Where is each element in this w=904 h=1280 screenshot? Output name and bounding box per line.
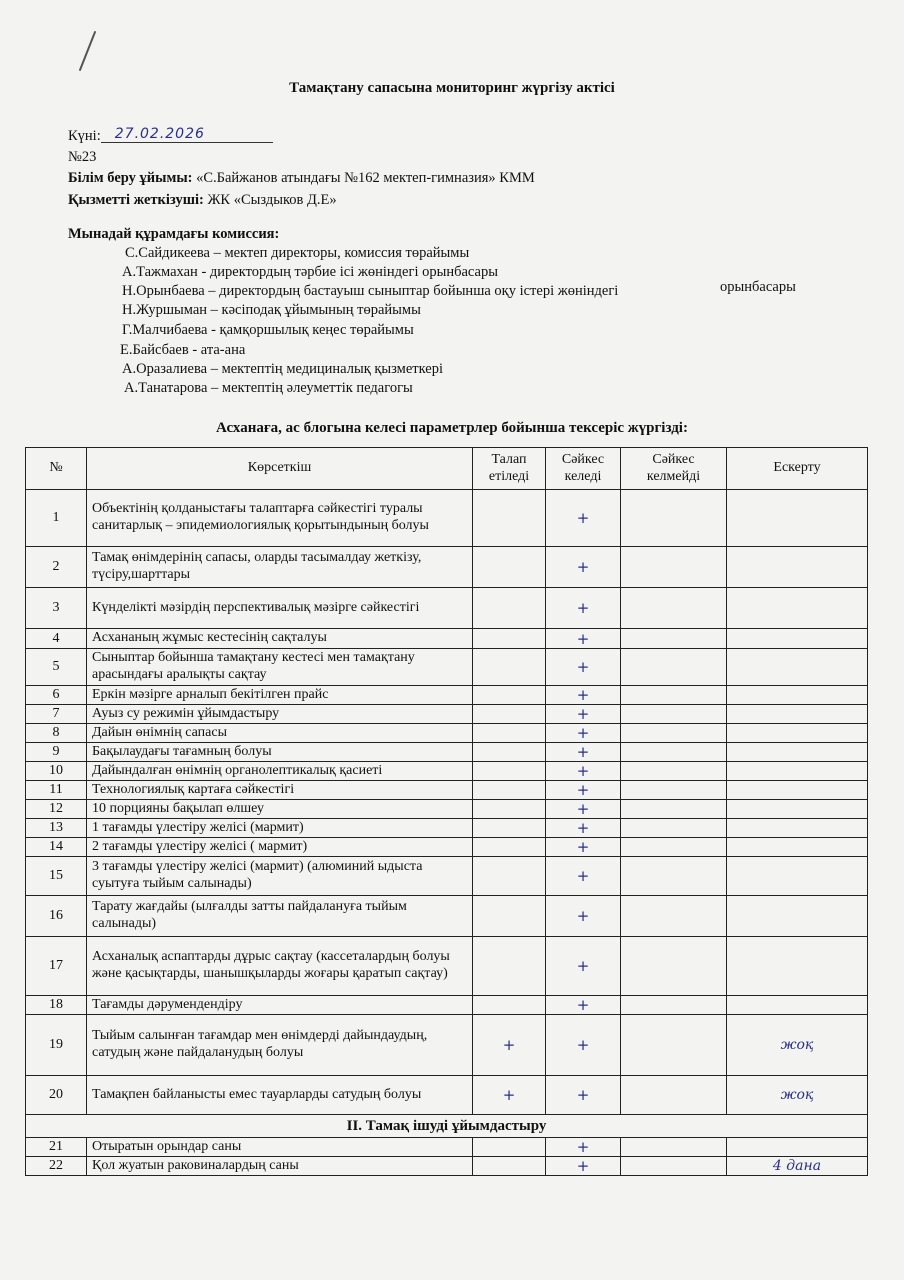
row-indicator: Технологиялық картаға сәйкестігі [87,781,473,800]
row-note: жоқ [727,1015,868,1076]
row-not-complies-mark [621,547,727,588]
row-number: 2 [26,547,87,588]
table-row [26,838,868,857]
row-indicator: 1 тағамды үлестіру желісі (мармит) [87,819,473,838]
row-not-complies-mark [621,724,727,743]
row-not-complies-mark [621,588,727,629]
row-not-complies-mark [621,743,727,762]
row-not-complies-mark [621,686,727,705]
row-required-mark [473,762,546,781]
row-number: 17 [26,937,87,996]
header-not-complies: Сәйкес келмейді [621,448,727,490]
row-complies-mark: + [546,588,621,629]
table-row [26,800,868,819]
row-number: 6 [26,686,87,705]
row-note: 4 дана [727,1157,868,1176]
commission-member: Н.Орынбаева – директордың бастауыш сыныптар бойынша оқу істері жөніндегі [122,283,619,299]
row-note [727,490,868,547]
row-indicator: Қол жуатын раковиналардың саны [87,1157,473,1176]
row-complies-mark: + [546,1138,621,1157]
date-label: Күні: [68,128,101,144]
organization-line [68,170,535,187]
row-number: 16 [26,896,87,937]
row-note [727,781,868,800]
monitoring-table [25,447,868,1176]
row-complies-mark: + [546,724,621,743]
row-number: 15 [26,857,87,896]
commission-member: С.Сайдикеева – мектеп директоры, комиссия төрайымы [125,245,470,261]
row-not-complies-mark [621,781,727,800]
table-row [26,1157,868,1176]
row-required-mark [473,996,546,1015]
row-required-mark [473,857,546,896]
organization-value: «С.Байжанов атындағы №162 мектеп-гимназия» КММ [196,170,535,186]
row-note [727,819,868,838]
commission-member: Е.Байсбаев - ата-ана [120,342,246,358]
row-indicator: Асхананың жұмыс кестесінің сақталуы [87,629,473,649]
header-note: Ескерту [727,448,868,490]
row-required-mark [473,649,546,686]
row-complies-mark: + [546,762,621,781]
row-complies-mark: + [546,800,621,819]
header-complies: Сәйкес келеді [546,448,621,490]
row-indicator: Тағамды дәрумендендіру [87,996,473,1015]
row-required-mark [473,838,546,857]
row-required-mark [473,800,546,819]
table-row [26,743,868,762]
table-row [26,1076,868,1115]
row-number: 14 [26,838,87,857]
row-number: 19 [26,1015,87,1076]
row-complies-mark: + [546,937,621,996]
date-line [68,128,273,145]
row-number: 20 [26,1076,87,1115]
row-required-mark [473,547,546,588]
row-complies-mark: + [546,857,621,896]
header-required: Талап етіледі [473,448,546,490]
row-note [727,1138,868,1157]
row-note [727,937,868,996]
commission-member: А.Танатарова – мектептің әлеуметтік педагогы [124,380,413,396]
row-note [727,996,868,1015]
table-row [26,896,868,937]
row-indicator: Еркін мәзірге арналып бекітілген прайс [87,686,473,705]
table-row [26,490,868,547]
row-required-mark: + [473,1015,546,1076]
date-value: 27.02.2026 [101,126,273,143]
row-note [727,705,868,724]
row-note [727,762,868,781]
organization-label: Білім беру ұйымы: [68,170,193,186]
row-required-mark [473,819,546,838]
row-required-mark [473,724,546,743]
row-note [727,743,868,762]
table-row [26,781,868,800]
row-complies-mark: + [546,1157,621,1176]
row-number: 13 [26,819,87,838]
row-indicator: Отыратын орындар саны [87,1138,473,1157]
row-complies-mark: + [546,819,621,838]
row-number: 9 [26,743,87,762]
row-indicator: 2 тағамды үлестіру желісі ( мармит) [87,838,473,857]
row-indicator: Сыныптар бойынша тамақтану кестесі мен тамақтану арасындағы аралықты сақтау [87,649,473,686]
header-indicator: Көрсеткіш [87,448,473,490]
row-indicator: Ауыз су режимін ұйымдастыру [87,705,473,724]
table-row [26,649,868,686]
table-row [26,996,868,1015]
table-row [26,547,868,588]
row-required-mark: + [473,1076,546,1115]
row-number: 18 [26,996,87,1015]
row-note [727,686,868,705]
row-indicator: Күнделікті мәзірдің перспективалық мәзірге сәйкестігі [87,588,473,629]
row-indicator: Дайындалған өнімнің органолептикалық қасиеті [87,762,473,781]
row-note [727,649,868,686]
commission-member: А.Оразалиева – мектептің медициналық қызметкері [122,361,444,377]
row-complies-mark: + [546,743,621,762]
row-note [727,838,868,857]
row-number: 3 [26,588,87,629]
row-indicator: 3 тағамды үлестіру желісі (мармит) (алюминий ыдыста суытуға тыйым салынады) [87,857,473,896]
row-indicator: Асханалық аспаптарды дұрыс сақтау (кассеталардың болуы және қасықтарды, шанышқыларды жоғары қаратып сақтау) [87,937,473,996]
supplier-value: ЖК «Сыздыков Д.Е» [207,192,337,208]
row-required-mark [473,937,546,996]
row-not-complies-mark [621,1015,727,1076]
row-complies-mark: + [546,996,621,1015]
row-not-complies-mark [621,490,727,547]
row-not-complies-mark [621,937,727,996]
row-note [727,800,868,819]
table-row [26,1138,868,1157]
row-required-mark [473,705,546,724]
row-number: 12 [26,800,87,819]
supplier-label: Қызметті жеткізуші: [68,192,204,208]
row-not-complies-mark [621,838,727,857]
row-complies-mark: + [546,1076,621,1115]
row-indicator: Тыйым салынған тағамдар мен өнімдерді дайындаудың, сатудың және пайдаланудың болуы [87,1015,473,1076]
table-row [26,629,868,649]
row-indicator: 10 порцияны бақылап өлшеу [87,800,473,819]
commission-member: А.Тажмахан - директордың тәрбие ісі жөніндегі орынбасары [122,264,498,280]
row-required-mark [473,686,546,705]
row-indicator: Тамақпен байланысты емес тауарларды сатудың болуы [87,1076,473,1115]
row-complies-mark: + [546,649,621,686]
row-required-mark [473,1138,546,1157]
commission-member: Г.Малчибаева - қамқоршылық кеңес төрайымы [122,322,414,338]
row-note [727,857,868,896]
row-complies-mark: + [546,705,621,724]
row-indicator: Бақылаудағы тағамның болуы [87,743,473,762]
table-row [26,937,868,996]
row-not-complies-mark [621,996,727,1015]
row-complies-mark: + [546,686,621,705]
row-note [727,629,868,649]
row-note [727,724,868,743]
table-row [26,819,868,838]
row-not-complies-mark [621,1138,727,1157]
row-number: 8 [26,724,87,743]
row-not-complies-mark [621,1157,727,1176]
act-number: №23 [68,149,97,165]
table-header-row [26,448,868,490]
row-required-mark [473,896,546,937]
row-note [727,896,868,937]
row-required-mark [473,1157,546,1176]
row-number: 4 [26,629,87,649]
row-complies-mark: + [546,490,621,547]
row-complies-mark: + [546,1015,621,1076]
row-complies-mark: + [546,838,621,857]
row-note: жоқ [727,1076,868,1115]
row-indicator: Объектінің қолданыстағы талаптарға сәйкестігі туралы санитарлық – эпидемиологиялық қорытындының болуы [87,490,473,547]
table-row [26,1015,868,1076]
row-number: 21 [26,1138,87,1157]
row-number: 22 [26,1157,87,1176]
row-not-complies-mark [621,649,727,686]
row-number: 11 [26,781,87,800]
row-not-complies-mark [621,896,727,937]
commission-heading: Мынадай құрамдағы комиссия: [68,226,280,242]
row-indicator: Тарату жағдайы (ылғалды затты пайдалануға тыйым салынады) [87,896,473,937]
row-indicator: Тамақ өнімдерінің сапасы, оларды тасымалдау жеткізу, түсіру,шарттары [87,547,473,588]
section-row [26,1115,868,1138]
row-number: 5 [26,649,87,686]
row-required-mark [473,781,546,800]
commission-member-tail: орынбасары [720,279,796,295]
row-complies-mark: + [546,896,621,937]
document-title: Тамақтану сапасына мониторинг жүргізу актісі [289,80,615,96]
row-not-complies-mark [621,800,727,819]
section-title: II. Тамақ ішуді ұйымдастыру [26,1115,868,1138]
row-not-complies-mark [621,819,727,838]
row-complies-mark: + [546,781,621,800]
row-required-mark [473,490,546,547]
row-complies-mark: + [546,629,621,649]
table-row [26,857,868,896]
commission-member: Н.Журшыман – кәсіподақ ұйымының төрайымы [122,302,421,318]
row-number: 1 [26,490,87,547]
row-number: 7 [26,705,87,724]
row-note [727,547,868,588]
pen-stroke-mark [0,0,904,120]
row-not-complies-mark [621,705,727,724]
supplier-line [68,192,337,209]
table-row [26,705,868,724]
row-not-complies-mark [621,857,727,896]
row-required-mark [473,629,546,649]
table-row [26,724,868,743]
table-row [26,588,868,629]
header-num: № [26,448,87,490]
row-not-complies-mark [621,762,727,781]
table-heading: Асханаға, ас блогына келесі параметрлер бойынша тексеріс жүргізді: [216,420,688,436]
row-note [727,588,868,629]
table-row [26,686,868,705]
row-complies-mark: + [546,547,621,588]
row-indicator: Дайын өнімнің сапасы [87,724,473,743]
row-not-complies-mark [621,629,727,649]
table-row [26,762,868,781]
row-number: 10 [26,762,87,781]
row-not-complies-mark [621,1076,727,1115]
row-required-mark [473,588,546,629]
row-required-mark [473,743,546,762]
